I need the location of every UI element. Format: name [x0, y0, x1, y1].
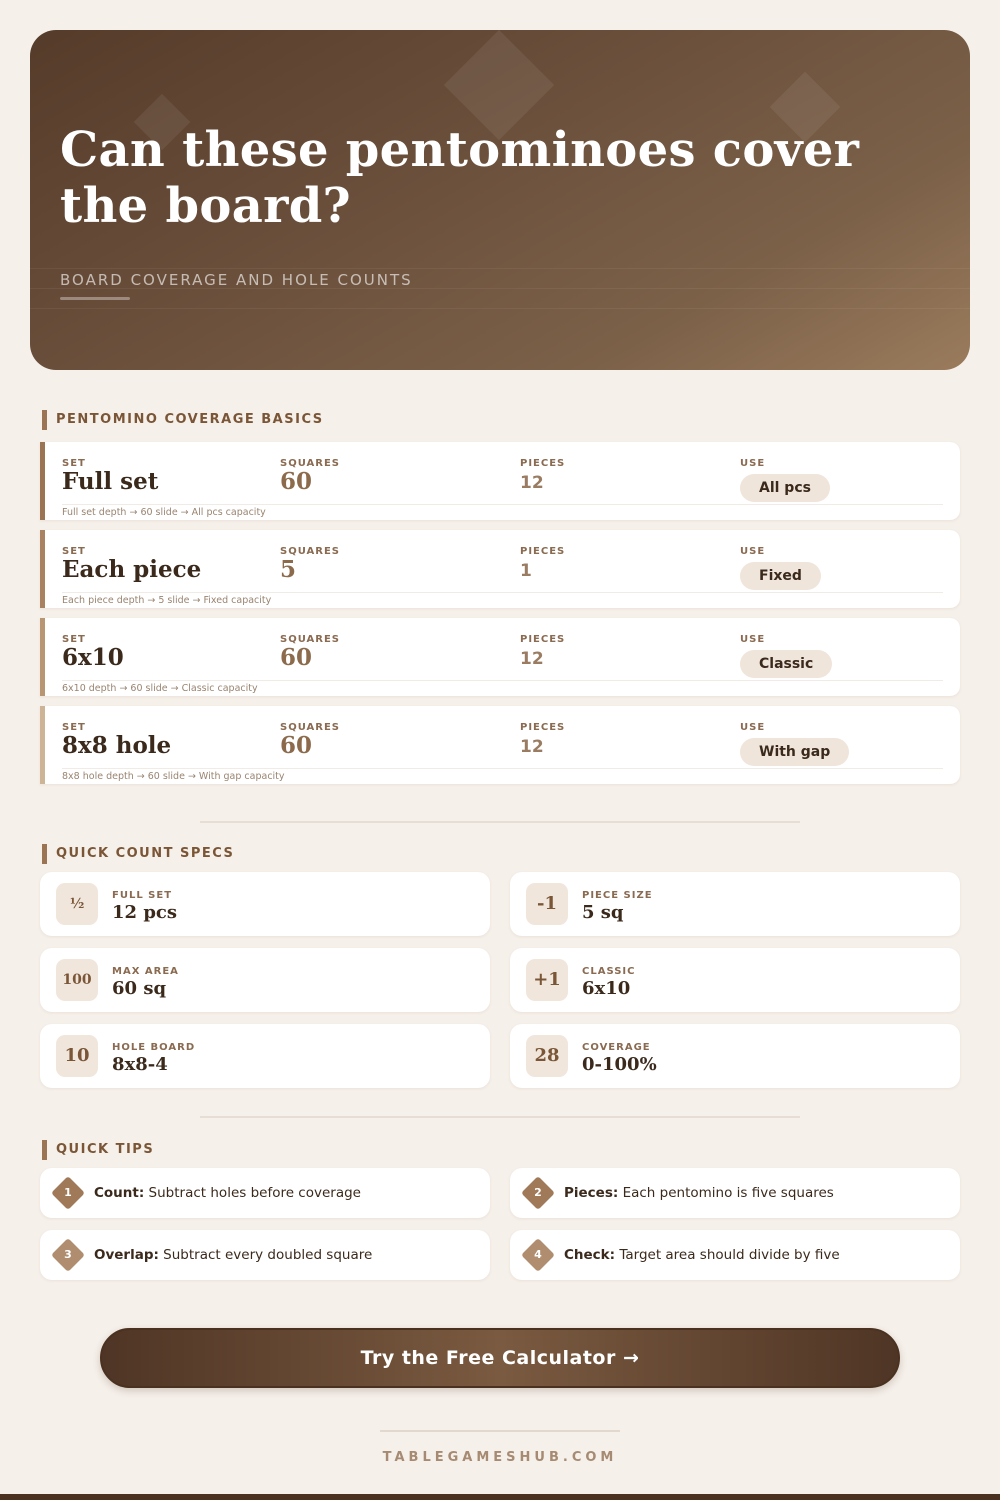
decorative-stripe [30, 268, 970, 269]
minus-one-icon: -1 [526, 883, 568, 925]
use-label: USE [740, 634, 766, 645]
half-icon: ½ [56, 883, 98, 925]
tip-text: Check: Target area should divide by five [564, 1247, 840, 1263]
squares-value: 5 [280, 556, 297, 583]
page-title: Can these pentominoes cover the board? [60, 122, 860, 234]
section-divider [200, 1116, 800, 1118]
row-divider [62, 768, 943, 769]
pieces-value: 1 [520, 561, 532, 581]
tip-card [40, 1168, 490, 1218]
bottom-bar [0, 1494, 1000, 1500]
number-diamond-icon: 2 [521, 1176, 555, 1210]
section-heading-coverage: PENTOMINO COVERAGE BASICS [42, 410, 324, 430]
pieces-label: PIECES [520, 722, 566, 733]
coverage-row [40, 618, 960, 696]
pieces-label: PIECES [520, 458, 566, 469]
row-divider [62, 504, 943, 505]
footer-site-name: TABLEGAMESHUB.COM [382, 1450, 618, 1465]
row-divider [62, 592, 943, 593]
spec-card-max-area [40, 948, 490, 1012]
spec-value: 0-100% [582, 1054, 657, 1075]
row-footnote: Full set depth → 60 slide → All pcs capacity [62, 507, 266, 518]
use-badge: Fixed [740, 562, 821, 590]
pieces-label: PIECES [520, 634, 566, 645]
squares-value: 60 [280, 468, 313, 495]
squares-value: 60 [280, 644, 313, 671]
coverage-list [40, 442, 960, 794]
hero-banner [30, 30, 970, 370]
number-diamond-icon: 1 [51, 1176, 85, 1210]
spec-card-classic [510, 948, 960, 1012]
use-badge: All pcs [740, 474, 830, 502]
tip-card [510, 1168, 960, 1218]
set-name: Each piece [62, 556, 202, 583]
set-name: Full set [62, 468, 159, 495]
number-diamond-icon: 4 [521, 1238, 555, 1272]
pieces-label: PIECES [520, 546, 566, 557]
squares-label: SQUARES [280, 634, 340, 645]
set-name: 6x10 [62, 644, 124, 671]
spec-card-hole-board [40, 1024, 490, 1088]
subtitle-underline [60, 297, 130, 300]
spec-label: MAX AREA [112, 966, 179, 977]
spec-label: COVERAGE [582, 1042, 651, 1053]
section-heading-specs: QUICK COUNT SPECS [42, 844, 234, 864]
decorative-stripe [30, 308, 970, 309]
spec-label: CLASSIC [582, 966, 636, 977]
spec-card-coverage [510, 1024, 960, 1088]
spec-value: 60 sq [112, 978, 167, 999]
spec-label: FULL SET [112, 890, 173, 901]
use-badge: With gap [740, 738, 849, 766]
tip-text: Count: Subtract holes before coverage [94, 1185, 361, 1201]
row-footnote: 6x10 depth → 60 slide → Classic capacity [62, 683, 258, 694]
pieces-value: 12 [520, 737, 544, 757]
set-label: SET [62, 546, 86, 557]
spec-value: 6x10 [582, 978, 631, 999]
section-divider [200, 821, 800, 823]
tip-text: Overlap: Subtract every doubled square [94, 1247, 373, 1263]
use-badge: Classic [740, 650, 832, 678]
set-name: 8x8 hole [62, 732, 172, 759]
spec-label: PIECE SIZE [582, 890, 653, 901]
pieces-value: 12 [520, 473, 544, 493]
footer-divider [380, 1430, 620, 1432]
page-subtitle: BOARD COVERAGE AND HOLE COUNTS [60, 271, 413, 289]
set-label: SET [62, 458, 86, 469]
spec-value: 8x8-4 [112, 1054, 168, 1075]
squares-value: 60 [280, 732, 313, 759]
use-label: USE [740, 458, 766, 469]
ten-icon: 10 [56, 1035, 98, 1077]
tip-card [40, 1230, 490, 1280]
hundred-icon: 100 [56, 959, 98, 1001]
set-label: SET [62, 634, 86, 645]
spec-value: 5 sq [582, 902, 624, 923]
section-heading-tips: QUICK TIPS [42, 1140, 154, 1160]
use-label: USE [740, 722, 766, 733]
squares-label: SQUARES [280, 722, 340, 733]
tip-card [510, 1230, 960, 1280]
number-diamond-icon: 3 [51, 1238, 85, 1272]
spec-card-piece-size [510, 872, 960, 936]
set-label: SET [62, 722, 86, 733]
spec-card-full-set [40, 872, 490, 936]
squares-label: SQUARES [280, 458, 340, 469]
tip-text: Pieces: Each pentomino is five squares [564, 1185, 834, 1201]
row-divider [62, 680, 943, 681]
try-calculator-button[interactable]: Try the Free Calculator → [100, 1328, 900, 1388]
pieces-value: 12 [520, 649, 544, 669]
coverage-row [40, 530, 960, 608]
use-label: USE [740, 546, 766, 557]
spec-label: HOLE BOARD [112, 1042, 196, 1053]
squares-label: SQUARES [280, 546, 340, 557]
twenty-eight-icon: 28 [526, 1035, 568, 1077]
coverage-row [40, 442, 960, 520]
row-footnote: 8x8 hole depth → 60 slide → With gap capacity [62, 771, 285, 782]
row-footnote: Each piece depth → 5 slide → Fixed capacity [62, 595, 272, 606]
plus-one-icon: +1 [526, 959, 568, 1001]
coverage-row [40, 706, 960, 784]
spec-value: 12 pcs [112, 902, 177, 923]
